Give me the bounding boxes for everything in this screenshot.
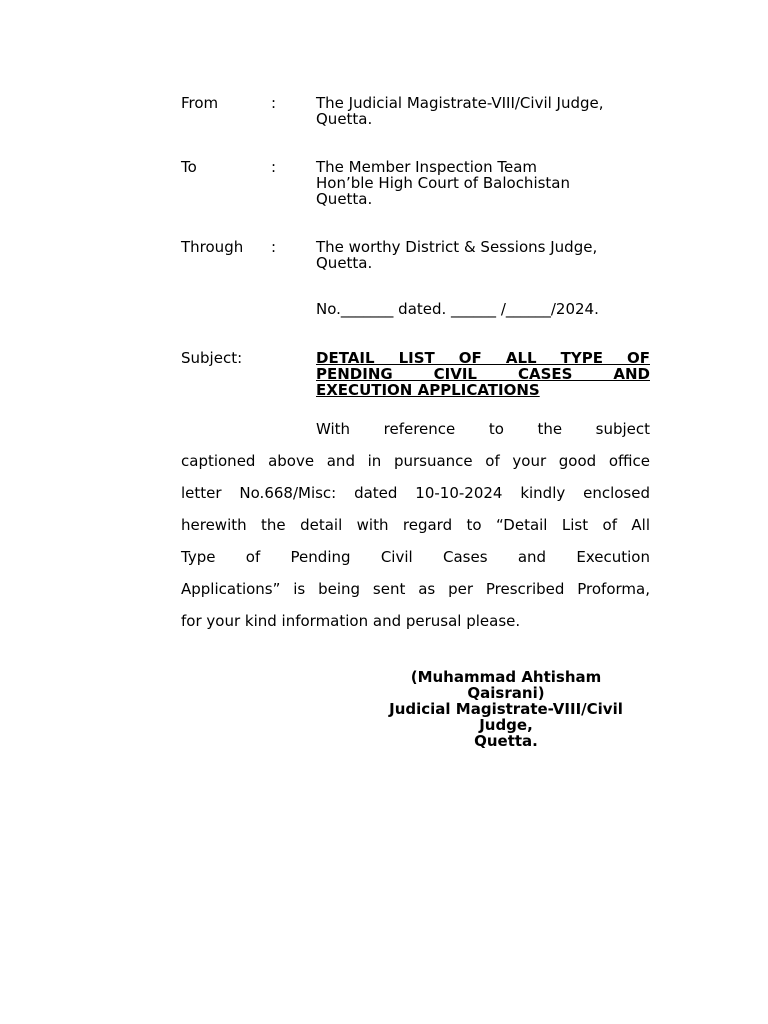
body-line: for your kind information and perusal please. bbox=[181, 612, 521, 630]
subject-text bbox=[316, 350, 650, 398]
through-line: Quetta. bbox=[316, 254, 373, 272]
from-value bbox=[316, 95, 651, 127]
to-value bbox=[316, 159, 651, 207]
signature-line: Quetta. bbox=[474, 732, 538, 750]
through-line: The worthy District & Sessions Judge, bbox=[316, 238, 598, 256]
body-line: Type of Pending Civil Cases and Execution bbox=[181, 548, 650, 566]
through-label: Through bbox=[181, 238, 244, 256]
body-line: herewith the detail with regard to “Detail List of All bbox=[181, 516, 650, 534]
subject-label: Subject: bbox=[181, 349, 243, 367]
through-colon: : bbox=[271, 238, 277, 256]
to-colon: : bbox=[271, 158, 277, 176]
from-colon: : bbox=[271, 94, 277, 112]
to-label: To bbox=[181, 158, 197, 176]
reference-number-line: No._______ dated. ______ /______/2024. bbox=[316, 300, 599, 318]
signature-line: Qaisrani) bbox=[467, 684, 545, 702]
from-label: From bbox=[181, 94, 219, 112]
signature-line: (Muhammad Ahtisham bbox=[410, 668, 602, 686]
signature-line: Judicial Magistrate-VIII/Civil bbox=[389, 700, 623, 718]
through-value bbox=[316, 239, 651, 271]
to-line: The Member Inspection Team bbox=[316, 158, 538, 176]
from-line: The Judicial Magistrate-VIII/Civil Judge, bbox=[316, 94, 604, 112]
body-line: Applications” is being sent as per Prescribed Proforma, bbox=[181, 580, 650, 598]
body-line: With reference to the subject bbox=[316, 420, 650, 438]
subject-line: PENDING CIVIL CASES AND bbox=[316, 365, 650, 383]
body-line: letter No.668/Misc: dated 10-10-2024 kindly enclosed bbox=[181, 484, 650, 502]
subject-line: DETAIL LIST OF ALL TYPE OF bbox=[316, 349, 650, 367]
signature-block bbox=[360, 669, 652, 749]
signature-line: Judge, bbox=[479, 716, 533, 734]
body-paragraph bbox=[181, 413, 650, 637]
to-line: Hon’ble High Court of Balochistan bbox=[316, 174, 571, 192]
subject-line: EXECUTION APPLICATIONS bbox=[316, 381, 540, 399]
to-line: Quetta. bbox=[316, 190, 373, 208]
body-line: captioned above and in pursuance of your good office bbox=[181, 452, 650, 470]
from-line: Quetta. bbox=[316, 110, 373, 128]
